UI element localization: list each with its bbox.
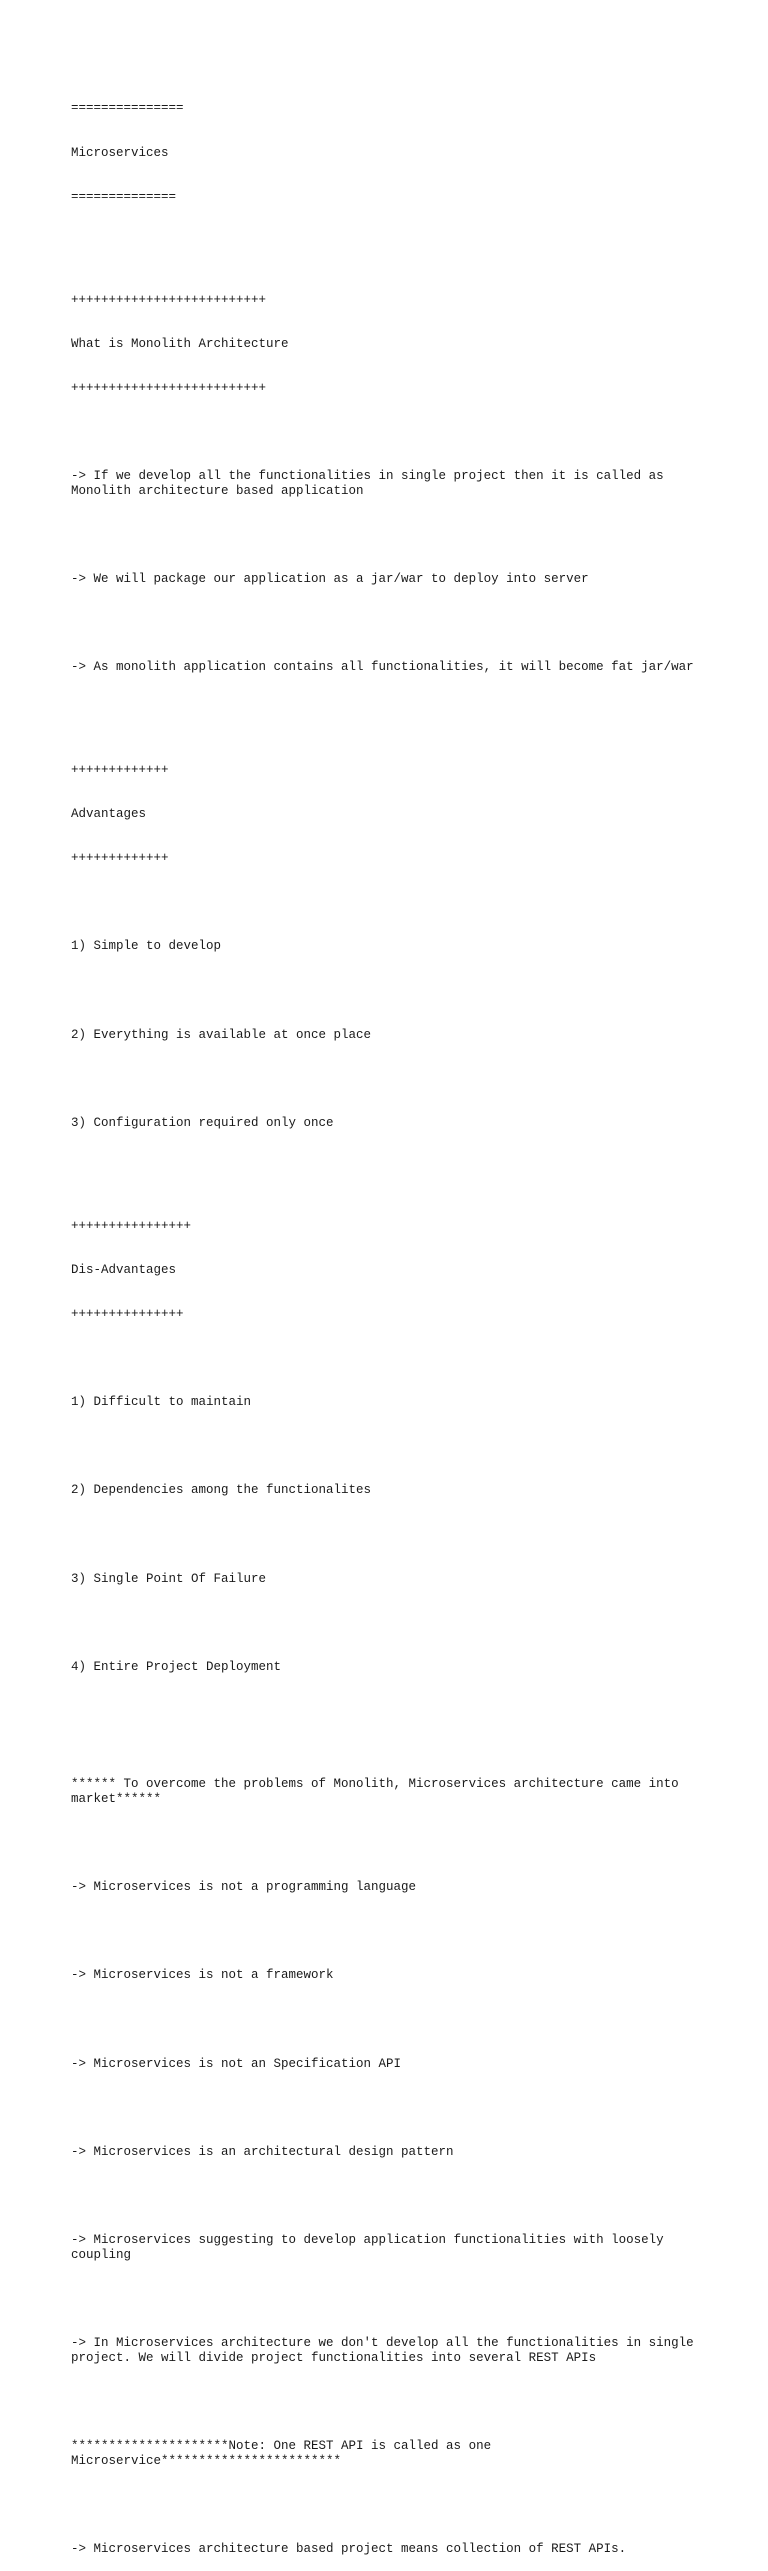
advantage-item: 2) Everything is available at once place (71, 1027, 372, 1042)
monolith-rule-bottom: ++++++++++++++++++++++++++ (71, 380, 267, 395)
microservices-point: -> Microservices suggesting to develop application functionalities with loosely coupling (71, 2233, 672, 2262)
advantage-item: 3) Configuration required only once (71, 1115, 334, 1130)
microservices-intro: ****** To overcome the problems of Monolith, Microservices architecture came into market****** (71, 1777, 687, 1807)
microservices-point: -> Microservices is not a programming language (71, 1880, 417, 1895)
disadvantage-item: 3) Single Point Of Failure (71, 1571, 267, 1586)
advantages-heading: Advantages (71, 807, 147, 822)
monolith-rule-top: ++++++++++++++++++++++++++ (71, 292, 267, 307)
disadvantage-item: 1) Difficult to maintain (71, 1395, 252, 1410)
monolith-heading: What is Monolith Architecture (71, 336, 289, 351)
microservices-closing: -> Microservices architecture based project means collection of REST APIs. (71, 2541, 627, 2556)
monolith-point: -> As monolith application contains all functionalities, it will become fat jar/war (71, 660, 694, 675)
advantages-rule-bottom: +++++++++++++ (71, 851, 169, 866)
microservices-point: -> Microservices is not an Specification API (71, 2056, 402, 2071)
disadvantage-item: 2) Dependencies among the functionalites (71, 1483, 372, 1498)
monolith-point: -> We will package our application as a jar/war to deploy into server (71, 571, 589, 586)
microservices-note: *********************Note: One REST API is called as one Microservice************************ (71, 2438, 499, 2468)
disadvantages-rule-bottom: +++++++++++++++ (71, 1306, 184, 1321)
document-title: Microservices (71, 145, 169, 160)
monolith-point: -> If we develop all the functionalities in single project then it is called as Monolith architecture based application (71, 468, 672, 498)
disadvantages-heading: Dis-Advantages (71, 1262, 177, 1277)
microservices-point: -> Microservices is an architectural design pattern (71, 2144, 454, 2159)
title-rule-top: =============== (71, 101, 184, 116)
disadvantage-item: 4) Entire Project Deployment (71, 1659, 282, 1674)
advantage-item: 1) Simple to develop (71, 939, 222, 954)
microservices-point: -> In Microservices architecture we don't develop all the functionalities in single project. We will divide project functionalities into several REST APIs (71, 2335, 702, 2365)
microservices-point: -> Microservices is not a framework (71, 1968, 334, 1983)
document-page (71, 72, 711, 2571)
advantages-rule-top: +++++++++++++ (71, 762, 169, 777)
disadvantages-rule-top: ++++++++++++++++ (71, 1218, 192, 1233)
title-rule-bottom: ============== (71, 189, 177, 204)
